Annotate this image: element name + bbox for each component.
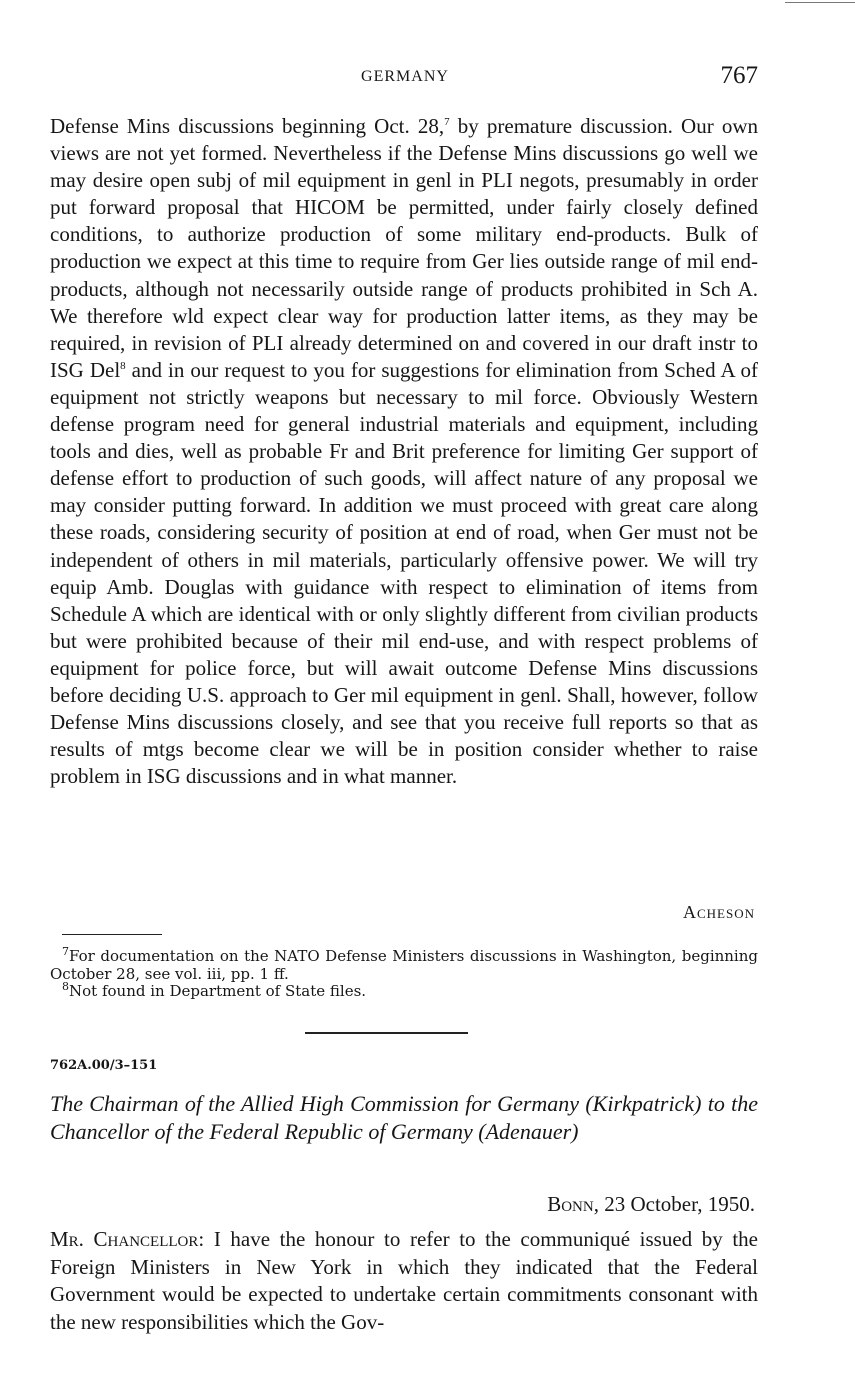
top-edge-rule [785,2,855,3]
salutation: Mr. Chancellor [50,1227,199,1251]
footnote-rule [62,934,162,935]
document-title: The Chairman of the Allied High Commission for Germany (Kirkpatrick) to the Chancellor of the Federal Republic of Germany (Adenauer) [50,1091,758,1144]
letter-paragraph [50,1226,758,1336]
footnote-mark: 8 [62,980,69,993]
page-number: 767 [720,62,758,89]
running-head: GERMANY [361,68,449,85]
footnote-text: For documentation on the NATO Defense Ministers discussions in Washington, beginning October 28, see vol. iii, pp. 1 ff. [50,947,758,983]
footnote-text: Not found in Department of State files. [69,982,367,1000]
body-text-part1: Defense Mins discussions beginning Oct. 28, [50,114,445,138]
dateline-place: Bonn [547,1192,594,1216]
body-paragraph [50,113,758,790]
footnote-ref-7[interactable]: 7 [444,116,450,128]
body-text-part2: by premature discussion. Our own views are not yet formed. Nevertheless if the Defense Mins discussions go well we may desire open subj of mil equipment in genl in PLI negots, presumably in order put forward proposal that HICOM be permitted, under fairly closely defined conditions, to authorize production of some military end-products. Bulk of production we expect at this time to require from Ger lies outside range of mil end-products, although not necessarily outside range of products prohibited in Sch A. We therefore wld expect clear way for production latter items, as they may be required, in revision of PLI already determined on and covered in our draft instr to ISG Del [50,114,759,382]
letter-text: I have the honour to refer to the communiqué issued by the Foreign Ministers in New York in which they indicated that the Federal Government would be expected to undertake certain commitments consonant with the new responsibilities which the Gov- [50,1227,759,1334]
body-text-part3: and in our request to you for suggestions for elimination from Sched A of equipment not strictly weapons but necessary to mil force. Obviously Western defense program need for general industrial materials and equipment, including tools and dies, well as probable Fr and Brit preference for limiting Ger support of defense effort to production of such goods, will affect nature of any proposal we may consider putting forward. In addition we must proceed with great care along these roads, considering security of position at end of road, when Ger must not be independent of others in mil materials, particularly offensive power. We will try equip Amb. Douglas with guidance with respect to elimination of items from Schedule A which are identical with or only slightly different from civilian products but were prohibited because of their mil end-use, and with respect problems of equipment for police force, but will await outcome Defense Mins discussions before deciding U.S. approach to Ger mil equipment in genl. Shall, however, follow Defense Mins discussions closely, and see that you receive full reports so that as results of mtgs become clear we will be in position consider whether to raise problem in ISG discussions and in what manner. [50,357,758,789]
file-reference: 762A.00/3–151 [50,1058,158,1073]
signature: Acheson [682,902,755,922]
footnote-mark: 7 [62,945,69,958]
dateline [547,1192,755,1217]
footnotes [50,945,758,1001]
page-header [50,62,760,94]
footnote-ref-8[interactable]: 8 [120,359,126,372]
dateline-date: , 23 October, 1950. [593,1192,755,1216]
footnote-7 [50,945,758,983]
salutation-colon: : [198,1227,205,1251]
section-separator [305,1032,468,1034]
footnote-8 [50,980,758,1001]
